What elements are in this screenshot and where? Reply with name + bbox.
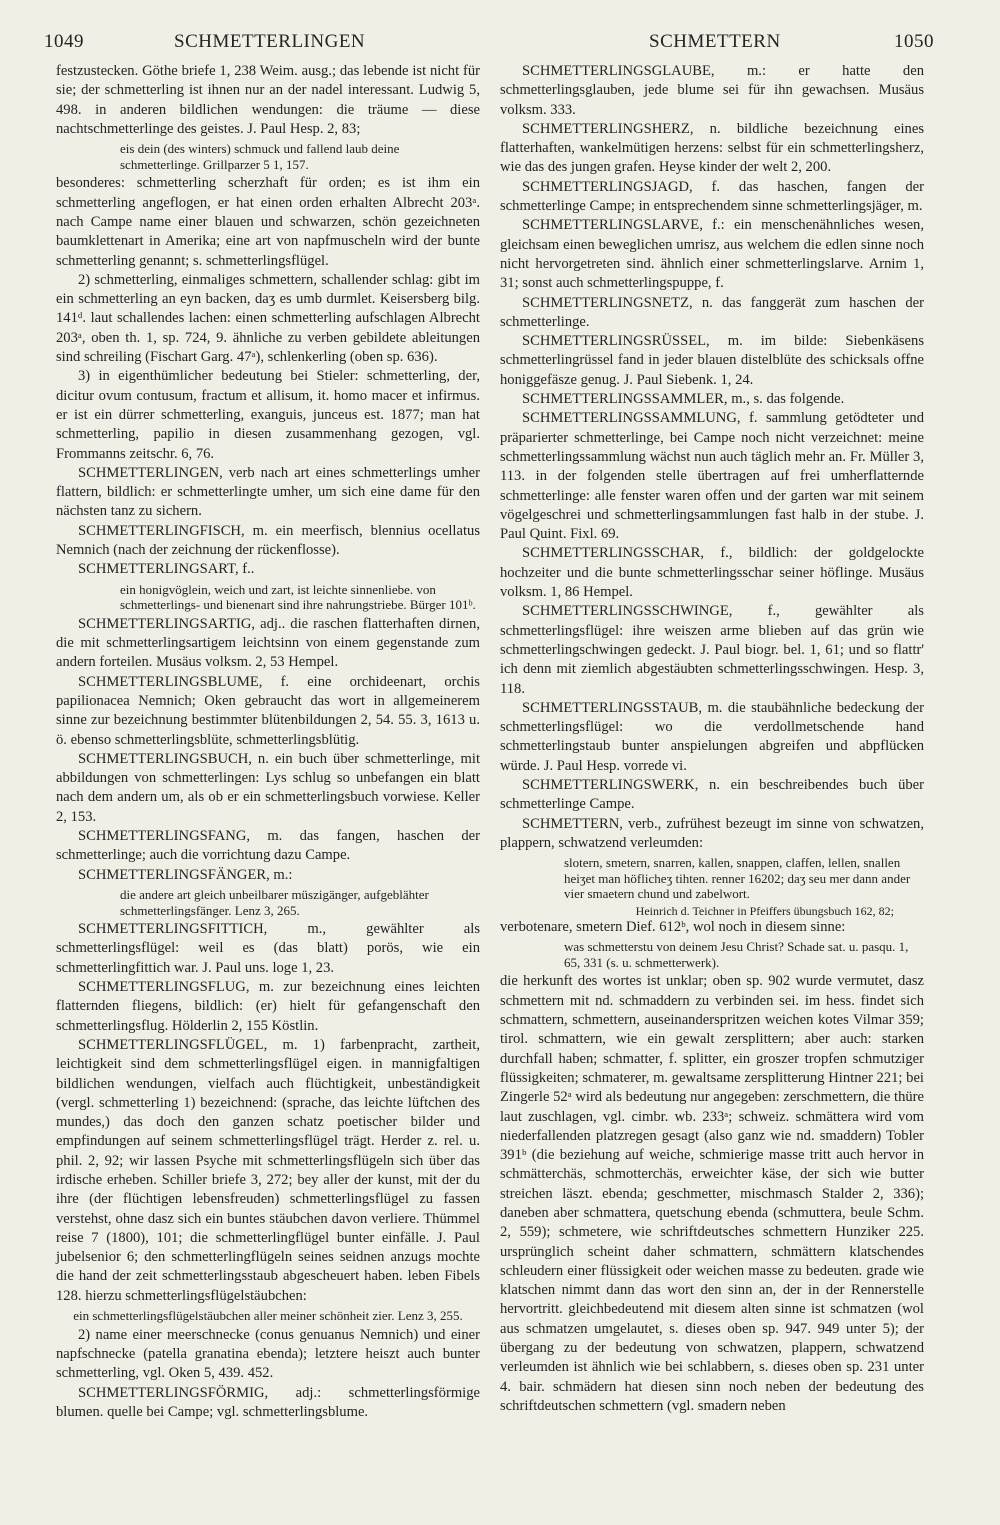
- dictionary-entry: SCHMETTERLINGEN, verb nach art eines schmetterlings umher flattern, bildlich: er schmetterlingte umher, um sich eine dame für den nächsten tanz zu sichern.: [56, 464, 480, 520]
- quotation: was schmetterstu von deinem Jesu Christ? Schade sat. u. pasqu. 1, 65, 331 (s. u. schmetterwerk).: [564, 939, 909, 970]
- page-number-left: 1049: [44, 31, 84, 52]
- right-column: [500, 62, 924, 1416]
- dictionary-entry: SCHMETTERLINGSRÜSSEL, m. im bilde: Siebenkäsens schmetterlingrüssel fand in jeder blauen distelblüte des schicksals offne honiggefäsze genug. J. Paul Siebenk. 1, 24.: [500, 333, 924, 388]
- dictionary-entry: SCHMETTERLINGSFÖRMIG, adj.: schmetterlingsförmige blumen. quelle bei Campe; vgl. schmetterlingsblume.: [56, 1384, 480, 1420]
- dictionary-entry: SCHMETTERLINGSART, f..: [78, 561, 255, 578]
- entry-text: festzustecken. Göthe briefe 1, 238 Weim. ausg.; das lebende ist nicht für sie; der schmetterling ist ihnen nur an der nadel interessant. Ludwig 5, 498. in anderen bildlichen wendungen: die träume — diese nachtschmetterlinge des geistes. J. Paul Hesp. 2, 83;: [56, 63, 480, 137]
- running-title-right: SCHMETTERN: [649, 31, 781, 52]
- dictionary-entry: SCHMETTERLINGSJAGD, f. das haschen, fangen der schmetterlinge Campe; in entsprechendem sinne schmetterlingsjäger, m.: [500, 178, 924, 215]
- entry-text: die herkunft des wortes ist unklar; oben sp. 902 wurde vermutet, dasz schmettern mit nd. schmaddern zu verbinden sei. im hess. findet sich schmattern, schmettern, auseinanderspritzen weichen kotes Vilmar 359; tirol. schmattern, wie ein gewalt zersplittern; aber auch: starken durchfall haben; schmatter, f. splitter, ein groszer tropfen schmutziger flüssigkeiten; schmaterer, m. gewaltsame zersplitterung Hintner 221; bei Zingerle 52ᵃ wird als bedeutung nur angegeben: zerschmettern, die thüre laut zuschlagen, vgl. cimbr. wb. 233ᵃ; schweiz. schmättera wird vom niederfallenden platzregen gesagt (also ganz wie nd. smaddern) Tobler 391ᵇ (die beziehung auf weiche, schmierige masse tritt auch hervor in schmätterchäs, schmotterchäs, erweichter käse, der sich wie butter streichen läszt. ebenda; geschmetter, mischmasch Stalder 2, 336); daneben aber schmattera, quetschung ebenda (schmuttera, beule Schm. 2, 559); schmetere, wie schriftdeutsches schmettern Hunziker 225. ursprünglich scheint daher schmattern, schmättern klatschendes schleudern einer flüssigkeit oder weichen masse zu bedeuten. grade wie klatschen nimmt dann das wort den sinn an, der in der Rennerstelle hervortritt. gleichbedeutend mit diesem alten sinne ist schmatzen (wol aus schmatzen umgelautet, s. dieses oben sp. 947. 949 unter 5); der übergang zu der bedeutung von schwatzen, plappern, schwatzend verleumden ist ähnlich wie bei schlabbern, s. dieses oben sp. 231 unter 4. bair. schmädern hat diesen sinn noch neben der bedeutung des schriftdeutschen schmettern (vgl. smadern neben: [500, 973, 924, 1414]
- dictionary-entry: SCHMETTERLINGSFLÜGEL, m. 1) farbenpracht, zartheit, leichtigkeit sind dem schmetterlingsflügel eigen. in mannigfaltigen bildlichen wendungen, vielfach auch flüchtigkeit, unbeständigkeit (vergl. schmetterling 1) bezeichnend: (sprache, das leichte lüftchen des mundes,) das doch den ganzen schatz poetischer bilder und empfindungen auf seinem schmetterlingsflügel trägt. Herder z. rel. u. phil. 2, 92; wir lassen Psyche mit schmetterlingsflügeln sich über das irdische erheben. Schiller briefe 3, 272; bey aller der kunst, mit der du ihre (der flüchtigen lebensfreuden) schmetterlingsflügel zu fassen verstehst, ohne dasz sich ein buntes stäubchen davon verliere. Thümmel reise 7 (1800), 101; die schmetterlingflügel bunter einfälle. J. Paul jubelsenior 6; den schmetterlingflügeln seines seidnen anzugs mochte die hand der zeit schmetterlingsstaub abgescheuert haben. leben Fibels 128. hierzu schmetterlingsflügelstäubchen:: [56, 1036, 480, 1304]
- dictionary-entry: SCHMETTERLINGSSCHWINGE, f., gewählter als schmetterlingsflügel: ihre weiszen arme blieben auf das grün wie schmetterlingschwingen gedeckt. J. Paul biogr. bel. 1, 61; und so flattr' ich denn mit ziemlich abgestäubten schmetterlingsschwingen. Hesp. 3, 118.: [500, 603, 924, 697]
- left-column: [56, 62, 480, 1422]
- dictionary-entry: SCHMETTERLINGSHERZ, n. bildliche bezeichnung eines flatterhaften, wankelmütigen herzens: selbst für ein schmetterlingsherz, wie das des jungen grafen. Heyse kinder der welt 2, 200.: [500, 120, 924, 176]
- dictionary-entry: SCHMETTERLINGSFANG, m. das fangen, haschen der schmetterlinge; auch die vorrichtung dazu Campe.: [56, 828, 480, 864]
- entry-text: verbotenare, smetern Dief. 612ᵇ, wol noch in diesem sinne:: [500, 918, 846, 935]
- quotation: ein schmetterlingsflügelstäubchen aller meiner schönheit zier. Lenz 3, 255.: [73, 1308, 463, 1324]
- dictionary-entry: SCHMETTERLINGSSTAUB, m. die staubähnliche bedeckung der schmetterlingsflügel: wo die verdollmetschende hand schmetterlingstaub bunter anspielungen abgreifen und abpflücken würde. J. Paul Hesp. vorrede vi.: [500, 699, 924, 774]
- dictionary-entry: SCHMETTERLINGSSAMMLUNG, f. sammlung getödteter und präparierter schmetterlinge, bei Campe noch nicht verzeichnet: meine schmetterlingssammlung wächst nun auch täglich mehr an. Fr. Müller 3, 113. in der folgenden stelle übertragen auf frei umherflatternde schmetterlinge: alle fenster waren offen und der garten war mit seinem vögelgeschrei und schmetterlingsammlungen fast halb in der stube. J. Paul Quint. Fixl. 69.: [500, 410, 924, 543]
- quotation-source: Heinrich d. Teichner in Pfeiffers übungsbuch 162, 82;: [635, 903, 894, 918]
- entry-text: besonderes: schmetterling scherzhaft für orden; es ist ihm ein schmetterling angeflogen, er hat einen orden erhalten Albrecht 203ᵃ. nach Campe name einer blauen und schwarzen, schön gezeichneten baumklettenart in Amerika; eine art von napfmuscheln wird der bunte schmetterling genannt; s. schmetterlingsflügel.: [56, 175, 480, 269]
- dictionary-entry: SCHMETTERLINGSFITTICH, m., gewählter als schmetterlingsflügel: weil es (das blatt) porös, wie ein schmetterlingfittich war. J. Paul uns. loge 1, 23.: [56, 921, 480, 976]
- running-header: [44, 31, 934, 55]
- dictionary-entry: SCHMETTERLINGSGLAUBE, m.: er hatte den schmetterlingsglauben, jede blume sei für ihn gewachsen. Musäus volksm. 333.: [500, 63, 924, 118]
- dictionary-entry: SCHMETTERN, verb., zufrühest bezeugt im sinne von schwatzen, plappern, schwatzend verleumden:: [500, 815, 924, 851]
- quotation: die andere art gleich unbeilbarer müszigänger, aufgeblähter schmetterlingsfänger. Lenz 3, 265.: [120, 886, 429, 918]
- dictionary-entry: SCHMETTERLINGSFÄNGER, m.:: [78, 866, 293, 883]
- dictionary-entry: SCHMETTERLINGSSCHAR, f., bildlich: der goldgelockte hochzeiter und die bunte schmetterlingsschar seiner höflinge. Musäus volksm. 1, 86 Hempel.: [500, 545, 924, 601]
- quotation: slotern, smetern, snarren, kallen, snappen, claffen, lellen, snallen heiʒet man höflicheʒ tihten. renner 16202; daʒ seu mer dann ander vier smaetern chund und zabelwort.: [564, 855, 911, 902]
- running-title-left: SCHMETTERLINGEN: [174, 31, 366, 52]
- dictionary-entry: SCHMETTERLINGSBUCH, n. ein buch über schmetterlinge, mit abbildungen von schmetterlingen: Lys schlug so unbefangen ein blatt nach dem andern um, als ob er ein schmetterlingsbuch vorwiese. Keller 2, 153.: [56, 750, 480, 825]
- dictionary-entry: SCHMETTERLINGFISCH, m. ein meerfisch, blennius ocellatus Nemnich (nach der zeichnung der rückenflosse).: [56, 522, 480, 559]
- dictionary-entry: SCHMETTERLINGSFLUG, m. zur bezeichnung eines leichten flatternden fliegens, bildlich: (er) hielt für gefangenschaft den schmetterlingsflug. Hölderlin 2, 155 Köstlin.: [56, 979, 480, 1034]
- dictionary-entry: SCHMETTERLINGSNETZ, n. das fanggerät zum haschen der schmetterlinge.: [500, 294, 924, 330]
- dictionary-entry: SCHMETTERLINGSWERK, n. ein beschreibendes buch über schmetterlinge Campe.: [500, 776, 924, 813]
- dictionary-entry: SCHMETTERLINGSARTIG, adj.. die raschen flatterhaften dirnen, die mit schmetterlingsartigem leichtsinn von einem gegenstande zum andern forteilen. Musäus volksm. 2, 53 Hempel.: [56, 615, 480, 671]
- dictionary-entry: SCHMETTERLINGSLARVE, f.: ein menschenähnliches wesen, gleichsam einen beweglichen umrisz, aus welchem die edlen sinne noch nicht hervorgetreten sind. ähnlich einer schmetterlingslarve. Arnim 1, 31; sonst auch schmetterlingspuppe, f.: [500, 217, 924, 292]
- quotation: eis dein (des winters) schmuck und fallend laub deine schmetterlinge. Grillparzer 5 1, 157.: [120, 141, 400, 172]
- entry-text: 2) schmetterling, einmaliges schmettern, schallender schlag: gibt im ein schmetterling an eyn backen, daʒ es umb durmlet. Keisersberg bilg. 141ᵈ. laut schallendes lachen: einen schmetterling aufschlagen Albrecht 203ᵃ, oben th. 1, sp. 724, 9. ähnliche zu verben gebildete ableitungen sind schreiling (Fischart Garg. 47ᵃ), schlenkerling (oben sp. 636).: [56, 271, 480, 366]
- entry-text: 3) in eigenthümlicher bedeutung bei Stieler: schmetterling, der, dicitur ovum contusum, fractum et allisum, it. homo macer et infirmus. er ist ein dürrer schmetterling, exanguis, junceus est. 1877; man hat schmetterling, papilio in diesen zusammenhang gezogen, vgl. Frommanns zeitschr. 6, 76.: [56, 368, 480, 462]
- dictionary-entry: SCHMETTERLINGSBLUME, f. eine orchideenart, orchis papilionacea Nemnich; Oken gebraucht das wort in allgemeinerem sinne zur bezeichnung bestimmter blütenbildungen 2, 54. 55. 3, 1613 u. ö. ebenso schmetterlingsblüte, schmetterlingsblütig.: [56, 673, 480, 748]
- entry-text: 2) name einer meerschnecke (conus genuanus Nemnich) und einer napfschnecke (patella granatina ebenda); letztere heiszt auch bunter schmetterling, vgl. Oken 5, 439. 452.: [56, 1326, 480, 1382]
- page-number-right: 1050: [894, 31, 934, 52]
- dictionary-entry: SCHMETTERLINGSSAMMLER, m., s. das folgende.: [522, 391, 845, 408]
- quotation: ein honigvöglein, weich und zart, ist leichte sinnenliebe. von schmetterlings- und bienenart sind ihre nahrungstriebe. Bürger 101ᵇ.: [120, 581, 476, 613]
